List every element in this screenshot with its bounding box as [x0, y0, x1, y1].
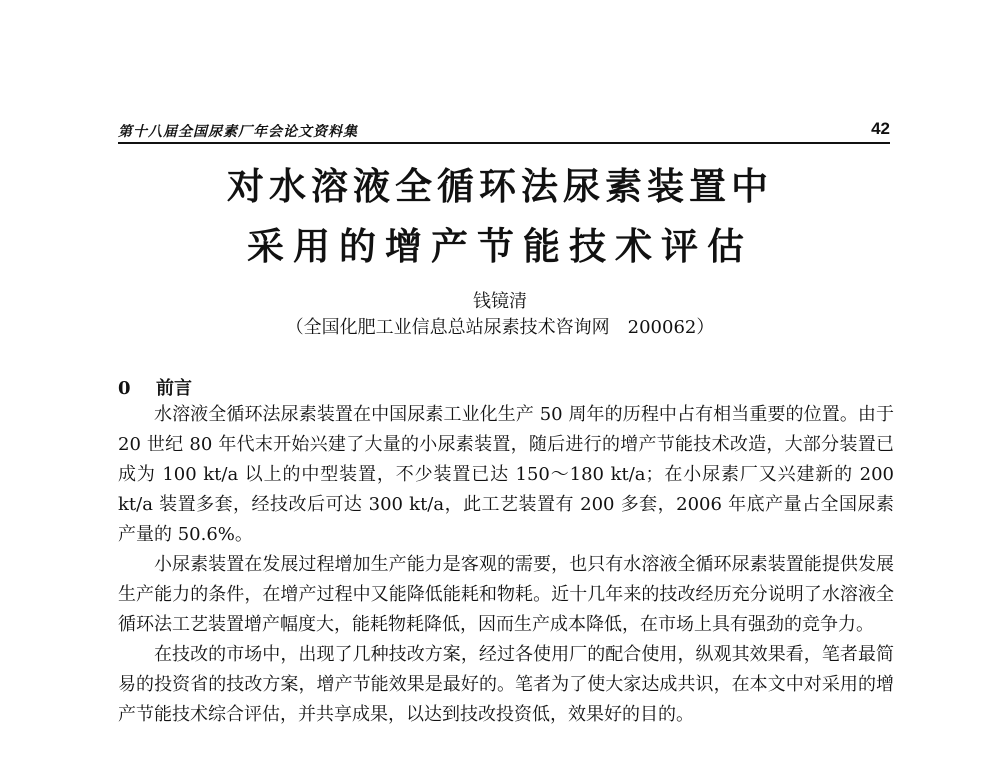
header-rule: [118, 142, 890, 144]
paragraph-3: 在技改的市场中，出现了几种技改方案，经过各使用厂的配合使用，纵观其效果看，笔者最简易的投资省的技改方案，增产节能效果是最好的。笔者为了使大家达成共识，在本文中对采用的增产节能技术综合评估，并共享成果，以达到技改投资低，效果好的目的。: [118, 644, 894, 725]
title-line-2: 采用的增产节能技术评估: [247, 224, 753, 268]
body-text: [118, 400, 894, 730]
paragraph-1: 水溶液全循环法尿素装置在中国尿素工业化生产 50 周年的历程中占有相当重要的位置。由于 20 世纪 80 年代末开始兴建了大量的小尿素装置，随后进行的增产节能技术改造，大部分装置已成为 100 kt/a 以上的中型装置，不少装置已达 150～180 kt/a；在小尿素厂又兴建新的 200 kt/a 装置多套，经技改后可达 300 kt/a，此工艺装置有 200 多套，2006 年底产量占全国尿素产量的 50.6%。: [118, 404, 894, 545]
affiliation: （全国化肥工业信息总站尿素技术咨询网 200062）: [285, 317, 715, 338]
paragraph-2: 小尿素装置在发展过程增加生产能力是客观的需要，也只有水溶液全循环尿素装置能提供发展生产能力的条件，在增产过程中又能降低能耗和物耗。近十几年来的技改经历充分说明了水溶液全循环法工艺装置增产幅度大，能耗物耗降低，因而生产成本降低，在市场上具有强劲的竞争力。: [118, 554, 894, 635]
title-line-1: 对水溶液全循环法尿素装置中: [227, 164, 773, 208]
author: 钱镜清: [473, 291, 527, 312]
running-head: 第十八届全国尿素厂年会论文资料集: [118, 124, 358, 140]
section-heading: [118, 374, 192, 400]
section-title: 前言: [156, 378, 192, 399]
section-number: 0: [118, 378, 131, 399]
page-number: 42: [871, 119, 890, 138]
